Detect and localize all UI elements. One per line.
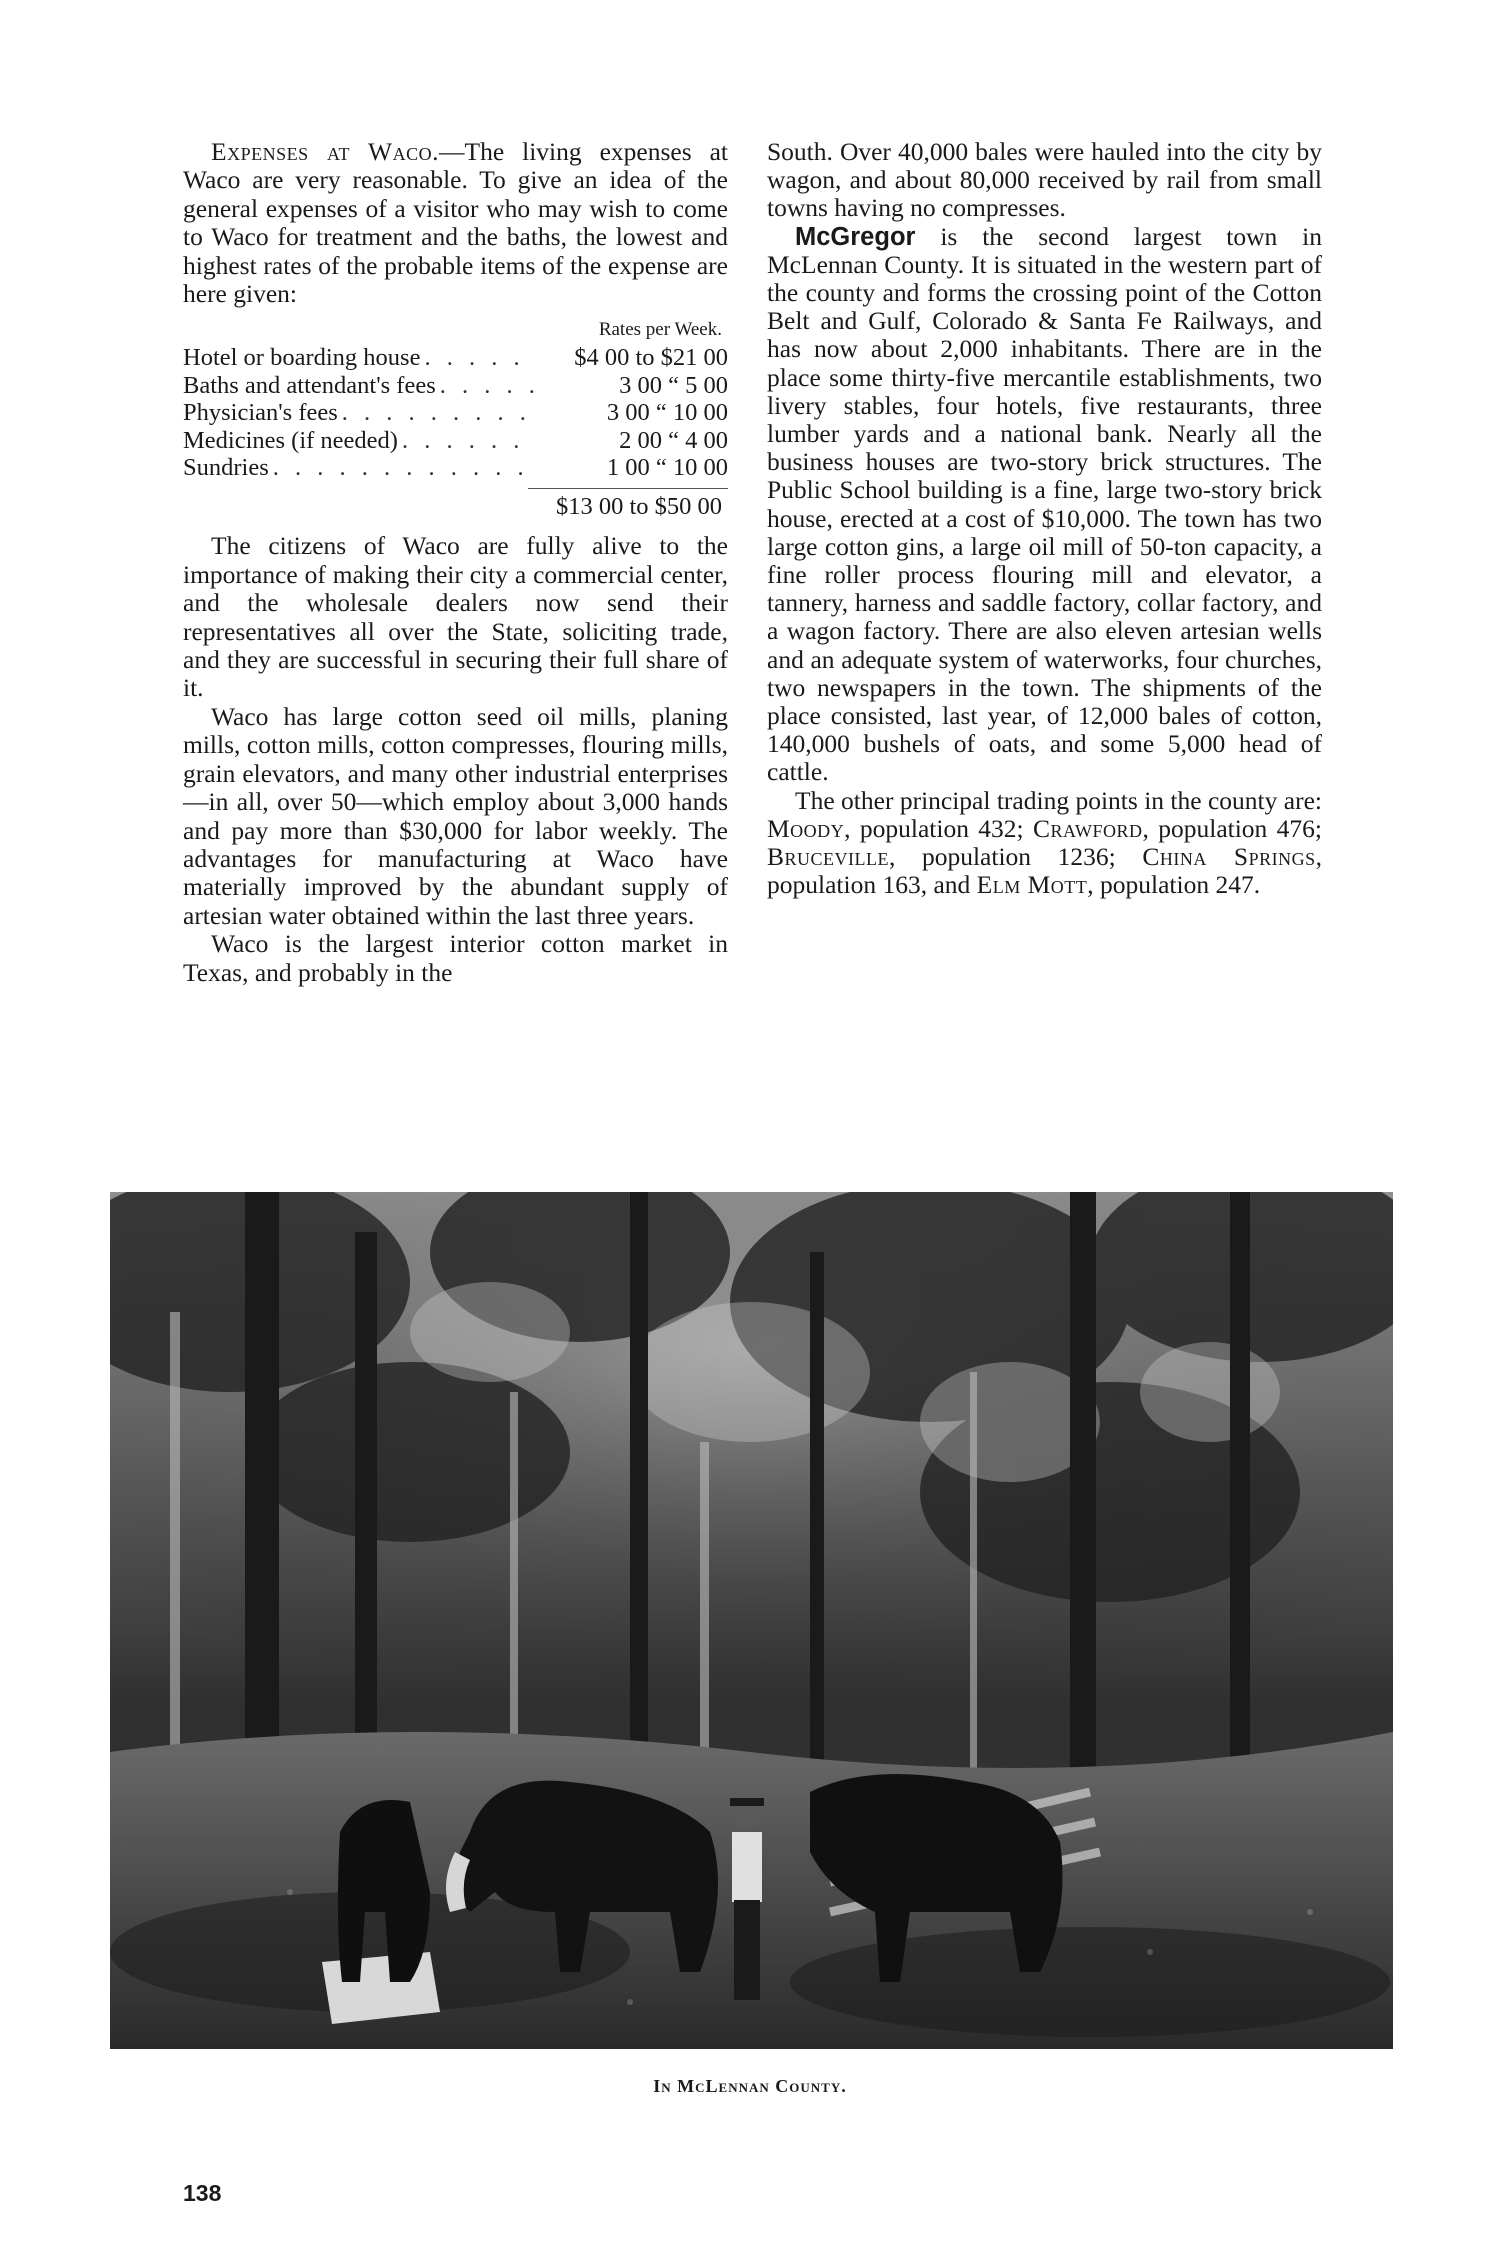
town-name: Elm Mott xyxy=(976,870,1088,900)
paragraph-trading-points xyxy=(767,787,1322,900)
town-population: , population 432; xyxy=(844,813,1033,843)
town-population: , population 163, and xyxy=(767,842,1322,900)
rate-range: 2 00 “ 4 00 xyxy=(619,426,728,454)
photo-caption xyxy=(0,2076,1500,2097)
paragraph-industry: Waco has large cotton seed oil mills, planing mills, cotton mills, cotton compresses, flouring mills, grain elevators, and many other industrial enterprises—in all, over 50—which employ about 3,000 hands and pay more than $30,000 for labor weekly. The advantages for manufacturing at Waco have materially improved by the abundant supply of artesian water obtained within the last three years. xyxy=(183,701,728,930)
rate-range: $4 00 to $21 00 xyxy=(574,344,728,372)
paragraph-cotton-market: Waco is the largest interior cotton market in Texas, and probably in the xyxy=(183,929,728,987)
rate-row xyxy=(183,427,728,455)
rate-item: Physician's fees xyxy=(183,399,338,427)
town-name: Moody xyxy=(767,813,845,843)
intro-paragraph xyxy=(183,138,728,308)
mcgregor-text: is the second largest town in McLennan County. It is situated in the western part of the county and forms the crossing point of the Cotton Belt and Gulf, Colorado & Santa Fe Railways, and has now about 2,000 inhabitants. There are in the place some thirty-five mercantile establishments, two livery stables, four hotels, five restaurants, three lumber yards and a national bank. Nearly all the business houses are two-story brick structures. The Public School building is a fine, large two-story brick house, erected at a cost of $10,000. The town has two large cotton gins, a large oil mill of 50-ton capacity, a fine roller process flouring mill and elevator, a tannery, harness and saddle factory, collar factory, and a wagon factory. There are also eleven artesian wells and an adequate system of waterworks, four churches, two newspapers in the town. The shipments of the place consisted, last year, of 12,000 bales of cotton, 140,000 bushels of oats, and some 5,000 head of cattle. xyxy=(767,221,1322,787)
rate-row xyxy=(183,399,728,427)
leader-dots xyxy=(273,454,534,482)
paragraph-continuation: South. Over 40,000 bales were hauled into the city by wagon, and about 80,000 received by rail from small towns having no compresses. xyxy=(767,137,1322,223)
town-population: , population 247. xyxy=(1087,870,1261,900)
section-lead-expenses: Expenses at Waco. xyxy=(211,137,440,166)
rate-range: 3 00 “ 10 00 xyxy=(606,399,728,427)
rate-item: Hotel or boarding house xyxy=(183,344,421,372)
trading-intro: The other principal trading points in the county are: xyxy=(795,785,1322,815)
rate-row xyxy=(183,454,728,482)
rate-row xyxy=(183,344,728,372)
rates-total: $13 00 to $50 00 xyxy=(555,492,722,520)
town-population: , population 1236; xyxy=(889,842,1143,872)
leader-dots xyxy=(342,399,534,427)
mcgregor-lead: McGregor xyxy=(795,222,916,251)
town-name: Crawford xyxy=(1032,813,1143,843)
leader-dots xyxy=(440,372,534,400)
left-column xyxy=(183,138,728,987)
rates-header: Rates per Week. xyxy=(598,319,722,341)
page-number: 138 xyxy=(183,2180,222,2206)
total-rule xyxy=(528,488,728,489)
intro-text: —The living expenses at Waco are very reasonable. To give an idea of the general expenses of a visitor who may wish to come to Waco for treatment and the baths, the lowest and highest rates of the probable items of the expense are here given: xyxy=(183,137,728,309)
town-name: Bruceville xyxy=(767,842,889,872)
rate-range: 1 00 “ 10 00 xyxy=(606,454,728,482)
rates-table xyxy=(183,318,728,520)
town-population: , population 476; xyxy=(1142,813,1322,843)
photograph-horses-in-woods xyxy=(110,1192,1393,2049)
leader-dots xyxy=(424,344,534,372)
photo-illustration xyxy=(110,1192,1393,2049)
paragraph-citizens: The citizens of Waco are fully alive to the importance of making their city a commercial center, and the wholesale dealers now send their representatives all over the State, soliciting trade, and they are successful in securing their full share of it. xyxy=(183,531,728,703)
rate-row xyxy=(183,372,728,400)
leader-dots xyxy=(402,427,534,455)
paragraph-mcgregor xyxy=(767,223,1322,787)
town-name: China Springs xyxy=(1142,842,1316,872)
right-column xyxy=(767,138,1322,899)
rate-item: Sundries xyxy=(183,454,269,482)
rate-range: 3 00 “ 5 00 xyxy=(619,371,728,399)
rate-item: Medicines (if needed) xyxy=(183,426,398,454)
rate-item: Baths and attendant's fees xyxy=(183,371,436,399)
caption-text: In McLennan County. xyxy=(653,2076,847,2096)
